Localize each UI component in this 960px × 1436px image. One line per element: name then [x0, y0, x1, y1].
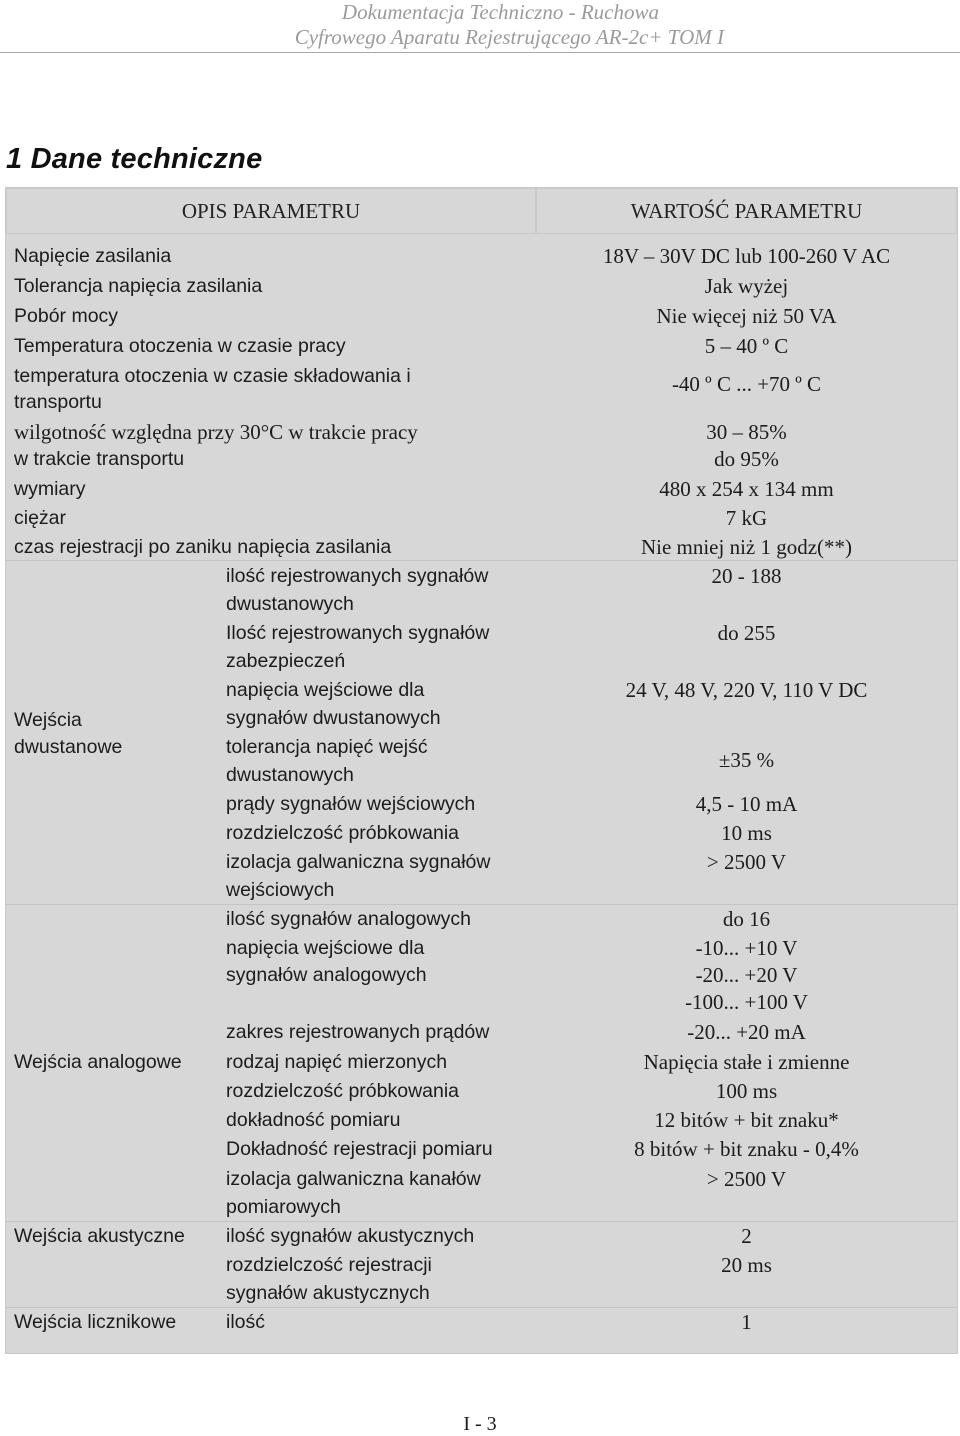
sub-label: dokładność pomiaru: [226, 1109, 401, 1131]
sub-label-line-1: izolacja galwaniczna kanałów: [226, 1168, 481, 1190]
sub-label: rozdzielczość próbkowania: [226, 1080, 460, 1102]
sub-value: 20 - 188: [711, 564, 782, 588]
group-label: Wejścia analogowe: [14, 1051, 182, 1073]
sub-label-line-1: tolerancja napięć wejść: [226, 736, 428, 758]
sub-value: do 16: [722, 907, 771, 931]
sub-value: 24 V, 48 V, 220 V, 110 V DC: [625, 678, 868, 702]
row-label-line-2: transportu: [14, 391, 102, 413]
row-label: czas rejestracji po zaniku napięcia zasilania: [14, 536, 392, 558]
sub-label-line-2: zabezpieczeń: [226, 650, 346, 672]
row-label: Napięcie zasilania: [14, 245, 172, 267]
header-line-2: Cyfrowego Aparatu Rejestrującego AR-2c+ TOM I: [294, 25, 724, 49]
sub-label: ilość sygnałów analogowych: [226, 908, 471, 930]
sub-value: 4,5 - 10 mA: [695, 792, 798, 816]
sub-value: -20... +20 mA: [687, 1020, 806, 1044]
sub-label: rodzaj napięć mierzonych: [226, 1051, 448, 1073]
header-line-1: Dokumentacja Techniczno - Ruchowa: [341, 0, 659, 24]
column-header-param: OPIS PARAMETRU: [6, 188, 536, 234]
sub-value: 20 ms: [721, 1253, 772, 1277]
row-value: Nie mniej niż 1 godz(**): [640, 535, 853, 559]
row-label-line-2: w trakcie transportu: [14, 448, 185, 470]
row-value: -40 º C ... +70 º C: [671, 372, 822, 396]
sub-label-line-2: sygnałów analogowych: [226, 964, 427, 986]
column-header-value: WARTOŚĆ PARAMETRU: [536, 188, 957, 234]
sub-value: > 2500 V: [706, 850, 787, 874]
row-value: 5 – 40 º C: [704, 334, 789, 358]
sub-label: ilość: [226, 1311, 266, 1333]
sub-value: 1: [741, 1310, 752, 1334]
sub-value: do 255: [717, 621, 776, 645]
group-label: Wejścia licznikowe: [14, 1311, 177, 1333]
row-label: Temperatura otoczenia w czasie pracy: [14, 335, 346, 357]
row-label-line-1: temperatura otoczenia w czasie składowania i: [14, 365, 411, 387]
sub-label-line-1: napięcia wejściowe dla: [226, 937, 425, 959]
group-label-line-2: dwustanowe: [14, 736, 123, 758]
row-value: 18V – 30V DC lub 100-260 V AC: [602, 244, 891, 268]
sub-value: Napięcia stałe i zmienne: [643, 1050, 850, 1074]
sub-label: rozdzielczość próbkowania: [226, 822, 460, 844]
sub-label: ilość sygnałów akustycznych: [226, 1225, 475, 1247]
sub-value: 12 bitów + bit znaku*: [654, 1108, 839, 1132]
group-divider: [6, 560, 957, 561]
sub-label-line-1: napięcia wejściowe dla: [226, 679, 425, 701]
row-label-line-1: wilgotność względna przy 30°C w trakcie pracy: [14, 420, 418, 444]
sub-value: 10 ms: [721, 821, 772, 845]
row-value: 480 x 254 x 134 mm: [659, 477, 834, 501]
sub-value: 8 bitów + bit znaku - 0,4%: [634, 1137, 859, 1161]
row-label: Tolerancja napięcia zasilania: [14, 275, 263, 297]
row-label: Pobór mocy: [14, 305, 119, 327]
group-label-line-1: Wejścia: [14, 709, 82, 731]
sub-label-line-1: ilość rejestrowanych sygnałów: [226, 565, 489, 587]
row-value-line-1: 30 – 85%: [706, 420, 787, 444]
sub-value-line-3: -100... +100 V: [685, 990, 808, 1014]
sub-label-line-2: dwustanowych: [226, 593, 354, 615]
row-value: Jak wyżej: [704, 274, 789, 298]
sub-label: Dokładność rejestracji pomiaru: [226, 1138, 493, 1160]
section-title: 1 Dane techniczne: [6, 143, 263, 175]
spec-table: [5, 187, 958, 1354]
row-value-line-2: do 95%: [714, 447, 779, 471]
document-header: [0, 0, 960, 52]
sub-label-line-2: wejściowych: [226, 879, 335, 901]
sub-value-line-1: -10... +10 V: [695, 936, 798, 960]
sub-value: 2: [741, 1224, 752, 1248]
sub-label: prądy sygnałów wejściowych: [226, 793, 476, 815]
row-value: Nie więcej niż 50 VA: [656, 304, 837, 328]
row-value: 7 kG: [725, 506, 768, 530]
sub-label-line-1: rozdzielczość rejestracji: [226, 1254, 432, 1276]
page-number: I - 3: [463, 1413, 497, 1435]
sub-label-line-1: Ilość rejestrowanych sygnałów: [226, 622, 490, 644]
row-label: ciężar: [14, 507, 67, 529]
sub-value: 100 ms: [715, 1079, 778, 1103]
group-label: Wejścia akustyczne: [14, 1225, 185, 1247]
sub-label-line-2: sygnałów dwustanowych: [226, 707, 441, 729]
sub-label: zakres rejestrowanych prądów: [226, 1021, 490, 1043]
sub-label-line-2: sygnałów akustycznych: [226, 1282, 430, 1304]
sub-value: > 2500 V: [706, 1167, 787, 1191]
sub-value-line-2: -20... +20 V: [695, 963, 798, 987]
sub-label-line-1: izolacja galwaniczna sygnałów: [226, 851, 491, 873]
row-label: wymiary: [14, 478, 86, 500]
sub-label-line-2: pomiarowych: [226, 1196, 341, 1218]
sub-label-line-2: dwustanowych: [226, 764, 354, 786]
header-rule: [0, 52, 960, 53]
sub-value: ±35 %: [718, 748, 775, 772]
